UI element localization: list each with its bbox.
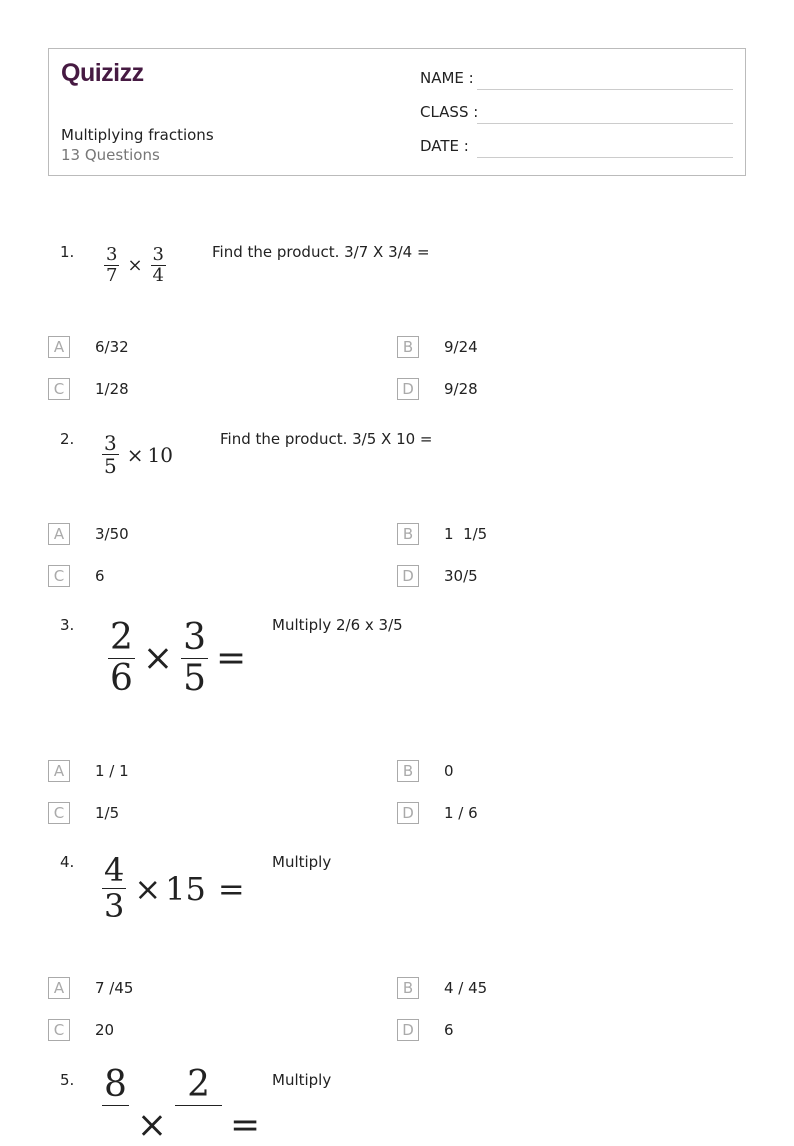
option-letter: C [48, 378, 70, 400]
question-number: 5. [60, 1071, 75, 1089]
times-sign: × [127, 254, 143, 276]
question-text: Multiply 2/6 x 3/5 [272, 616, 403, 634]
option-c[interactable] [48, 565, 105, 587]
option-letter: C [48, 1019, 70, 1041]
whole-number: 15 [165, 869, 206, 908]
option-a[interactable] [48, 336, 129, 358]
equals-sign: = [217, 869, 245, 908]
numerator: 4 [104, 851, 125, 889]
option-letter: C [48, 802, 70, 824]
option-d[interactable] [397, 802, 478, 824]
option-letter: A [48, 977, 70, 999]
denominator: 5 [183, 657, 206, 699]
option-text: 0 [444, 762, 454, 780]
denominator: 3 [104, 887, 125, 926]
question-number: 4. [60, 853, 75, 871]
option-letter: B [397, 523, 419, 545]
option-letter: B [397, 760, 419, 782]
option-letter: D [397, 802, 419, 824]
option-c[interactable] [48, 802, 119, 824]
option-text: 9/24 [444, 338, 478, 356]
date-line [477, 157, 733, 158]
question-math [98, 1065, 264, 1146]
option-b[interactable] [397, 760, 454, 782]
question-number: 2. [60, 430, 75, 448]
option-text: 20 [95, 1021, 115, 1039]
option-d[interactable] [397, 378, 478, 400]
class-label: CLASS : [420, 103, 479, 121]
times-sign: × [136, 1105, 168, 1146]
name-line [477, 89, 733, 90]
option-text: 1/5 [95, 804, 120, 822]
numerator: 8 [104, 1064, 127, 1106]
question-math [98, 432, 173, 477]
option-c[interactable] [48, 378, 129, 400]
whole-number: 10 [147, 442, 173, 467]
option-b[interactable] [397, 523, 487, 545]
question-text: Find the product. 3/5 X 10 = [220, 430, 433, 448]
date-label: DATE : [420, 137, 469, 155]
times-sign: × [126, 442, 144, 467]
option-a[interactable] [48, 977, 133, 999]
option-text: 4 / 45 [444, 979, 488, 997]
numerator: 3 [106, 244, 118, 265]
option-a[interactable] [48, 760, 129, 782]
worksheet-header [48, 48, 746, 176]
numerator: 3 [152, 244, 164, 265]
option-text: 1 / 6 [444, 804, 478, 822]
option-letter: A [48, 760, 70, 782]
option-text: 30/5 [444, 567, 478, 585]
question-number: 3. [60, 616, 75, 634]
denominator: 4 [152, 264, 164, 286]
option-d[interactable] [397, 565, 478, 587]
option-letter: D [397, 378, 419, 400]
equals-sign: = [229, 1105, 261, 1146]
numerator: 2 [110, 617, 133, 658]
name-label: NAME : [420, 69, 474, 87]
question-math [104, 618, 250, 698]
option-letter: A [48, 336, 70, 358]
question-count: 13 Questions [61, 146, 160, 164]
option-letter: D [397, 565, 419, 587]
option-text: 7 /45 [95, 979, 134, 997]
option-letter: A [48, 523, 70, 545]
option-text: 1 / 1 [95, 762, 129, 780]
option-b[interactable] [397, 336, 478, 358]
numerator: 2 [175, 1065, 222, 1106]
option-text: 1 1/5 [444, 525, 488, 543]
worksheet-title: Multiplying fractions [61, 126, 214, 144]
option-letter: B [397, 977, 419, 999]
numerator: 3 [104, 431, 117, 455]
option-d[interactable] [397, 1019, 454, 1041]
option-text: 6 [95, 567, 105, 585]
quizizz-logo: Quizizz [61, 59, 144, 87]
option-text: 6/32 [95, 338, 129, 356]
question-number: 1. [60, 243, 75, 261]
option-text: 9/28 [444, 380, 478, 398]
option-letter: D [397, 1019, 419, 1041]
question-text: Find the product. 3/7 X 3/4 = [212, 243, 430, 261]
denominator: 6 [110, 657, 133, 699]
option-text: 3/50 [95, 525, 129, 543]
option-text: 1/28 [95, 380, 129, 398]
denominator: 5 [104, 454, 117, 478]
times-sign: × [142, 637, 174, 679]
numerator: 3 [183, 617, 206, 658]
question-math [98, 853, 249, 924]
equals-sign: = [215, 637, 247, 679]
question-text: Multiply [272, 1071, 332, 1089]
question-math [100, 245, 170, 286]
option-text: 6 [444, 1021, 454, 1039]
option-c[interactable] [48, 1019, 114, 1041]
option-letter: C [48, 565, 70, 587]
option-a[interactable] [48, 523, 129, 545]
denominator: 7 [106, 264, 118, 286]
option-b[interactable] [397, 977, 487, 999]
times-sign: × [134, 869, 162, 908]
option-letter: B [397, 336, 419, 358]
question-text: Multiply [272, 853, 332, 871]
class-line [477, 123, 733, 124]
